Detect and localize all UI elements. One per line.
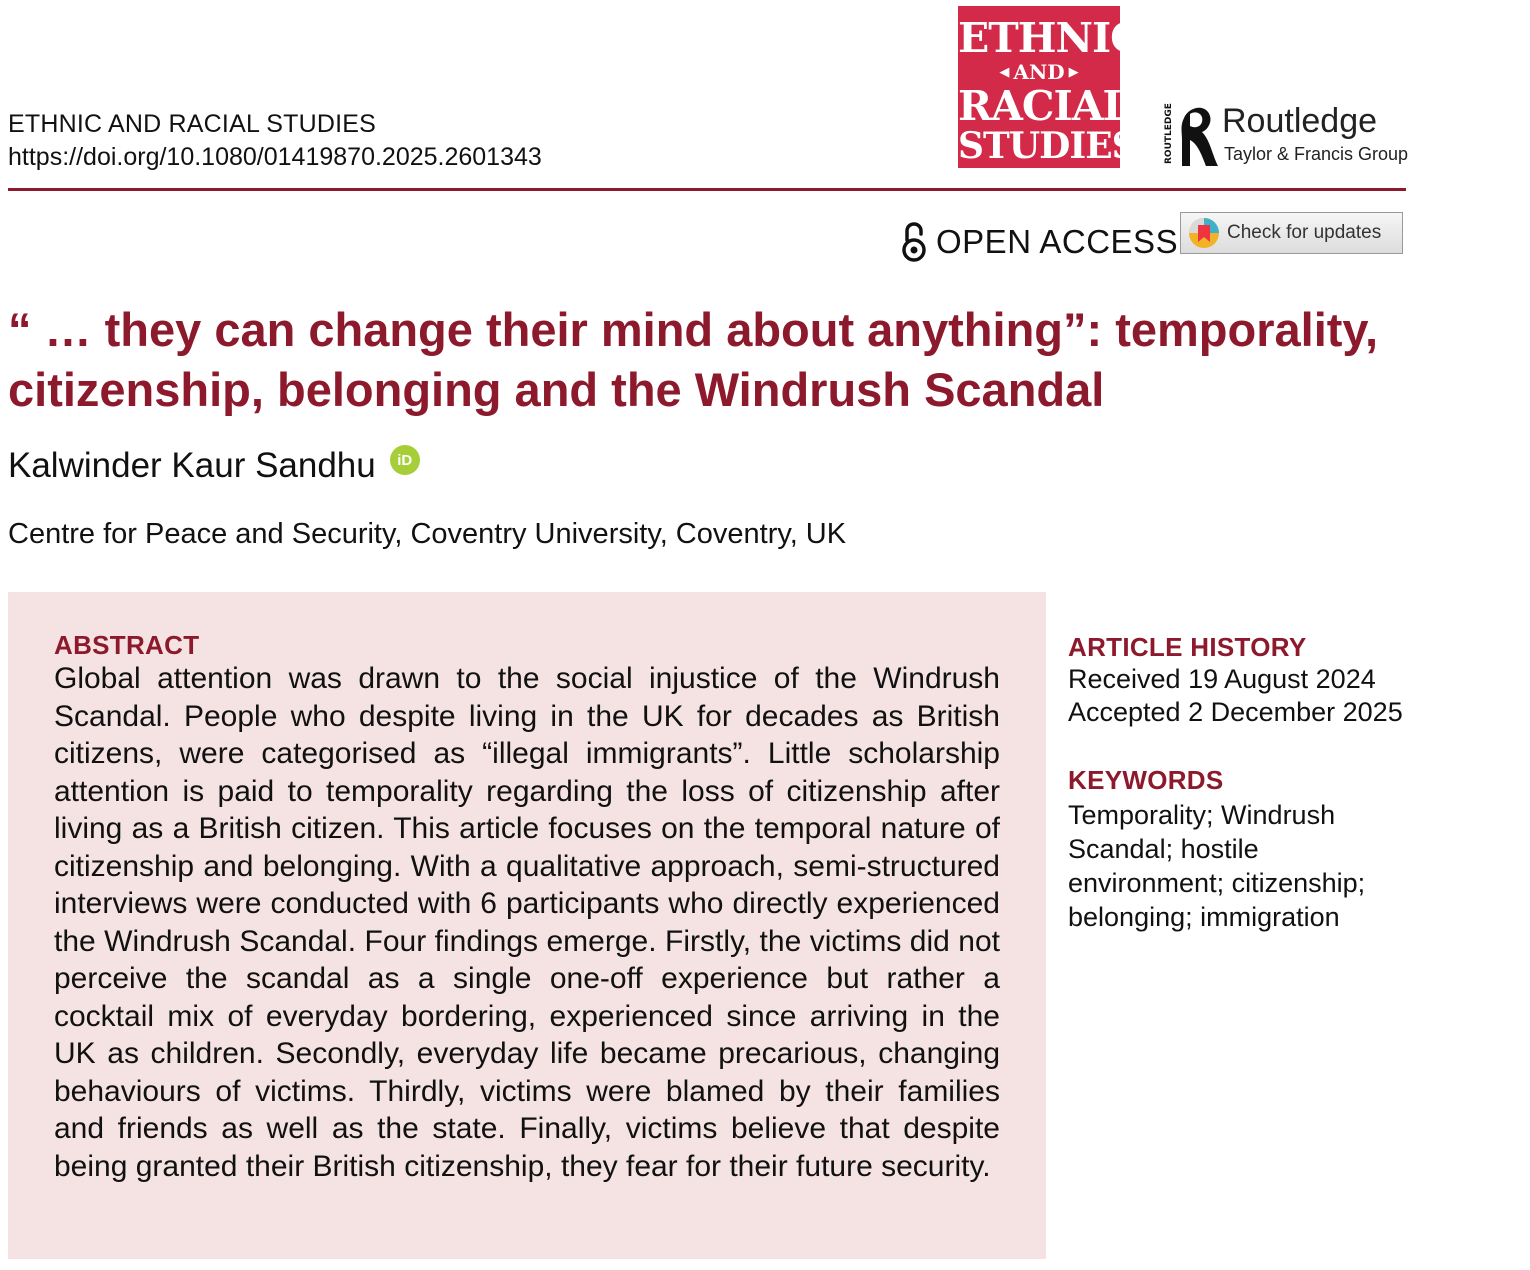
article-history-heading: ARTICLE HISTORY xyxy=(1068,632,1307,662)
doi-link[interactable]: https://doi.org/10.1080/01419870.2025.2601343 xyxy=(8,143,542,171)
cover-line-studies: STUDIES xyxy=(958,125,1137,167)
open-lock-icon xyxy=(900,222,928,262)
cover-line-ethnic: ETHNIC xyxy=(958,14,1142,62)
cover-line-and: ◀ AND ▶ xyxy=(958,62,1120,82)
author-name[interactable]: Kalwinder Kaur Sandhu xyxy=(8,446,376,485)
received-date: Received 19 August 2024 xyxy=(1068,664,1376,694)
keywords-heading: KEYWORDS xyxy=(1068,765,1224,795)
check-for-updates-label: Check for updates xyxy=(1227,222,1382,243)
abstract-box xyxy=(8,592,1046,1259)
journal-cover xyxy=(958,6,1142,168)
routledge-logo-icon xyxy=(1162,100,1220,168)
keywords-list: Temporality; Windrush Scandal; hostile environment; citizenship; belonging; immigration xyxy=(1068,800,1366,932)
accepted-date: Accepted 2 December 2025 xyxy=(1068,697,1403,727)
abstract-heading: ABSTRACT xyxy=(54,630,200,660)
check-for-updates-button[interactable] xyxy=(1180,212,1403,254)
journal-name: ETHNIC AND RACIAL STUDIES xyxy=(8,110,377,138)
abstract-text: Global attention was drawn to the social injustice of the Windrush Scandal. People who despite living in the UK for decades as British citizens, were categorised as “illegal immigrants”. Little scholarship attention is paid to temporality regarding the loss of citizenship after living as a British citizen. This article focuses on the temporal nature of citizenship and belonging. With a qualitative approach, semi-structured interviews were conducted with 6 participants who directly experienced the Windrush Scandal. Four findings emerge. Firstly, the victims did not perceive the scandal as a single one-off experience but rather a cocktail mix of everyday bordering, experienced since arriving in the UK as children. Secondly, everyday life became precarious, changing behaviours of victims. Thirdly, victims were blamed by their families and friends as well as the state. Finally, victims believe that despite being granted their British citizenship, they fear for their future security. xyxy=(54,662,1000,1183)
article-title-line-1: “ … they can change their mind about anything”: temporality, xyxy=(8,303,1379,356)
article-history xyxy=(1068,632,1418,729)
article-title xyxy=(8,300,1428,420)
svg-text:ROUTLEDGE: ROUTLEDGE xyxy=(1164,103,1174,164)
cover-line-racial: RACIAL xyxy=(958,82,1131,130)
article-title-line-2: citizenship, belonging and the Windrush Scandal xyxy=(8,363,1105,416)
open-access-badge xyxy=(900,222,1178,262)
author-line xyxy=(8,446,420,486)
header-rule xyxy=(8,188,1406,191)
crossmark-icon xyxy=(1187,216,1221,250)
affiliation: Centre for Peace and Security, Coventry University, Coventry, UK xyxy=(8,518,847,550)
open-access-label: OPEN ACCESS xyxy=(936,223,1179,260)
orcid-icon[interactable]: iD xyxy=(390,445,420,475)
publisher-group: Taylor & Francis Group xyxy=(1224,144,1409,164)
publisher-name: Routledge xyxy=(1222,102,1378,140)
keywords-section xyxy=(1068,765,1418,934)
